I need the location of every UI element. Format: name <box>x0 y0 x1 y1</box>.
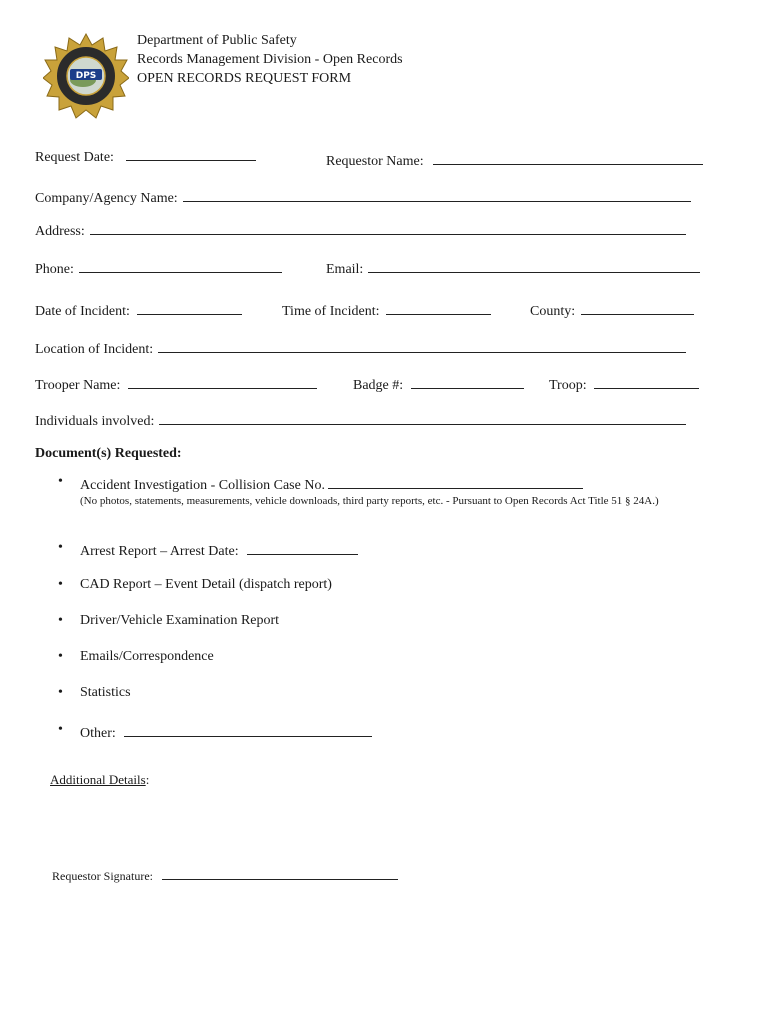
date-of-incident-line[interactable] <box>137 300 242 315</box>
date-of-incident-field[interactable] <box>35 300 242 320</box>
requestor-signature-line[interactable] <box>162 867 398 880</box>
request-date-field[interactable] <box>35 146 256 166</box>
request-date-line[interactable] <box>126 146 256 161</box>
header-form-title: OPEN RECORDS REQUEST FORM <box>137 71 352 86</box>
svg-text:DPS: DPS <box>75 71 97 81</box>
trooper-name-field[interactable] <box>35 374 317 394</box>
cad-report-item[interactable]: CAD Report – Event Detail (dispatch report) <box>80 577 332 592</box>
requestor-name-label: Requestor Name: <box>326 154 424 169</box>
requestor-name-line[interactable] <box>433 150 703 165</box>
badge-label: Badge #: <box>353 378 404 393</box>
bullet-icon: • <box>58 649 63 664</box>
requestor-signature-field[interactable] <box>52 867 398 884</box>
additional-details-text: Additional Details <box>50 772 146 787</box>
dps-seal-logo <box>43 33 129 119</box>
additional-details-colon: : <box>145 772 150 787</box>
troop-label: Troop: <box>549 378 587 393</box>
phone-line[interactable] <box>79 258 282 273</box>
address-label: Address: <box>35 224 85 239</box>
date-of-incident-label: Date of Incident: <box>35 304 130 319</box>
county-field[interactable] <box>530 300 694 320</box>
accident-investigation-note: (No photos, statements, measurements, vehicle downloads, third party reports, etc. - Pursuant to Open Records Act Title 51 § 24A.) <box>80 495 659 507</box>
additional-details-label <box>50 772 149 788</box>
bullet-icon: • <box>58 613 63 628</box>
header-department: Department of Public Safety <box>137 33 297 48</box>
driver-vehicle-exam-item[interactable]: Driver/Vehicle Examination Report <box>80 613 280 628</box>
arrest-report-label: Arrest Report – Arrest Date: <box>80 544 239 559</box>
troop-field[interactable] <box>549 374 699 394</box>
emails-correspondence-item[interactable]: Emails/Correspondence <box>80 649 214 664</box>
location-of-incident-label: Location of Incident: <box>35 342 154 357</box>
bullet-icon: • <box>58 474 63 489</box>
statistics-item[interactable]: Statistics <box>80 685 131 700</box>
badge-line[interactable] <box>411 374 524 389</box>
arrest-report-item[interactable] <box>80 540 358 560</box>
troop-line[interactable] <box>594 374 699 389</box>
location-of-incident-field[interactable] <box>35 338 686 358</box>
accident-investigation-item[interactable] <box>80 474 583 494</box>
requestor-signature-label: Requestor Signature: <box>52 869 153 883</box>
county-line[interactable] <box>581 300 694 315</box>
other-label: Other: <box>80 726 116 741</box>
email-label: Email: <box>326 262 364 277</box>
time-of-incident-field[interactable] <box>282 300 491 320</box>
bullet-icon: • <box>58 540 63 555</box>
documents-requested-heading: Document(s) Requested: <box>35 446 182 461</box>
other-line[interactable] <box>124 722 372 737</box>
company-agency-line[interactable] <box>183 187 691 202</box>
phone-label: Phone: <box>35 262 74 277</box>
address-field[interactable] <box>35 220 686 240</box>
location-of-incident-line[interactable] <box>158 338 686 353</box>
requestor-name-field[interactable] <box>326 150 703 170</box>
trooper-name-label: Trooper Name: <box>35 378 121 393</box>
phone-field[interactable] <box>35 258 282 278</box>
time-of-incident-line[interactable] <box>386 300 491 315</box>
time-of-incident-label: Time of Incident: <box>282 304 380 319</box>
company-agency-label: Company/Agency Name: <box>35 191 178 206</box>
individuals-involved-line[interactable] <box>159 410 686 425</box>
accident-investigation-label: Accident Investigation - Collision Case No. <box>80 478 325 493</box>
collision-case-line[interactable] <box>328 474 583 489</box>
individuals-involved-label: Individuals involved: <box>35 414 155 429</box>
company-agency-field[interactable] <box>35 187 691 207</box>
trooper-name-line[interactable] <box>128 374 317 389</box>
address-line[interactable] <box>90 220 686 235</box>
arrest-date-line[interactable] <box>247 540 358 555</box>
county-label: County: <box>530 304 576 319</box>
bullet-icon: • <box>58 722 63 737</box>
other-item[interactable] <box>80 722 372 742</box>
bullet-icon: • <box>58 685 63 700</box>
bullet-icon: • <box>58 577 63 592</box>
email-line[interactable] <box>368 258 700 273</box>
individuals-involved-field[interactable] <box>35 410 686 430</box>
email-field[interactable] <box>326 258 700 278</box>
header-division: Records Management Division - Open Records <box>137 52 403 67</box>
request-date-label: Request Date: <box>35 150 114 165</box>
badge-field[interactable] <box>353 374 524 394</box>
